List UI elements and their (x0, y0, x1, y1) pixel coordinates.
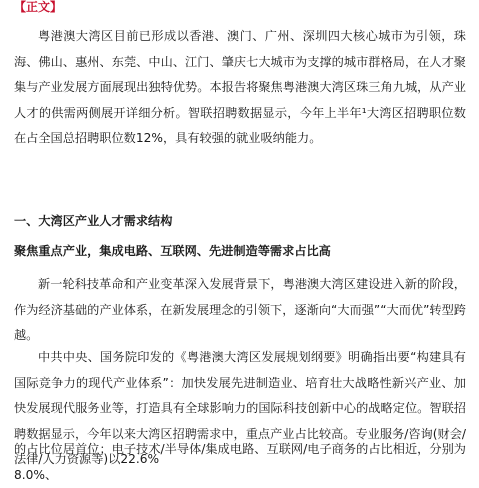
paragraph-industrial-system: 新一轮科技革命和产业变革深入发展背景下，粤港澳大湾区建设进入新的阶段，作为经济基础的产业体系，在新发展理念的引领下，逐渐向“大而强”“大而优”转型跨越。 (14, 277, 466, 343)
paragraph-development-plan: 中共中央、国务院印发的《粤港澳大湾区发展规划纲要》明确指出要“构建具有国际竞争力的现代产业体系”：加快发展先进制造业、培育壮大战略性新兴产业、加快发展现代服务业等，打造具有全球影响力的国际科技创新中心的战略定位。智联招聘数据显示，今年以来大湾区招聘需求中，重点产业占比较高。专业服务/咨询(财会/法律/人力资源等)以22.6% (14, 350, 466, 467)
section-heading: 一、大湾区产业人才需求结构 (14, 214, 173, 228)
section-label: 【正文】 (14, 0, 63, 14)
paragraph-industry-share: 的占比位居首位；电子技术/半导体/集成电路、互联网/电子商务的占比相近，分别为8.0%、 (14, 442, 466, 482)
intro-paragraph: 粤港澳大湾区目前已形成以香港、澳门、广州、深圳四大核心城市为引领，珠海、佛山、惠州、东莞、中山、江门、肇庆七大城市为支撑的城市群格局，在人才聚集与产业发展方面展现出独特优势。本报告将聚焦粤港澳大湾区珠三角九城，从产业人才的供需两侧展开详细分析。智联招聘数据显示，今年上半年¹大湾区招聘职位数在占全国总招聘职位数12%，具有较强的就业吸纳能力。 (14, 29, 466, 146)
sub-heading: 聚焦重点产业，集成电路、互联网、先进制造等需求占比高 (14, 244, 331, 258)
